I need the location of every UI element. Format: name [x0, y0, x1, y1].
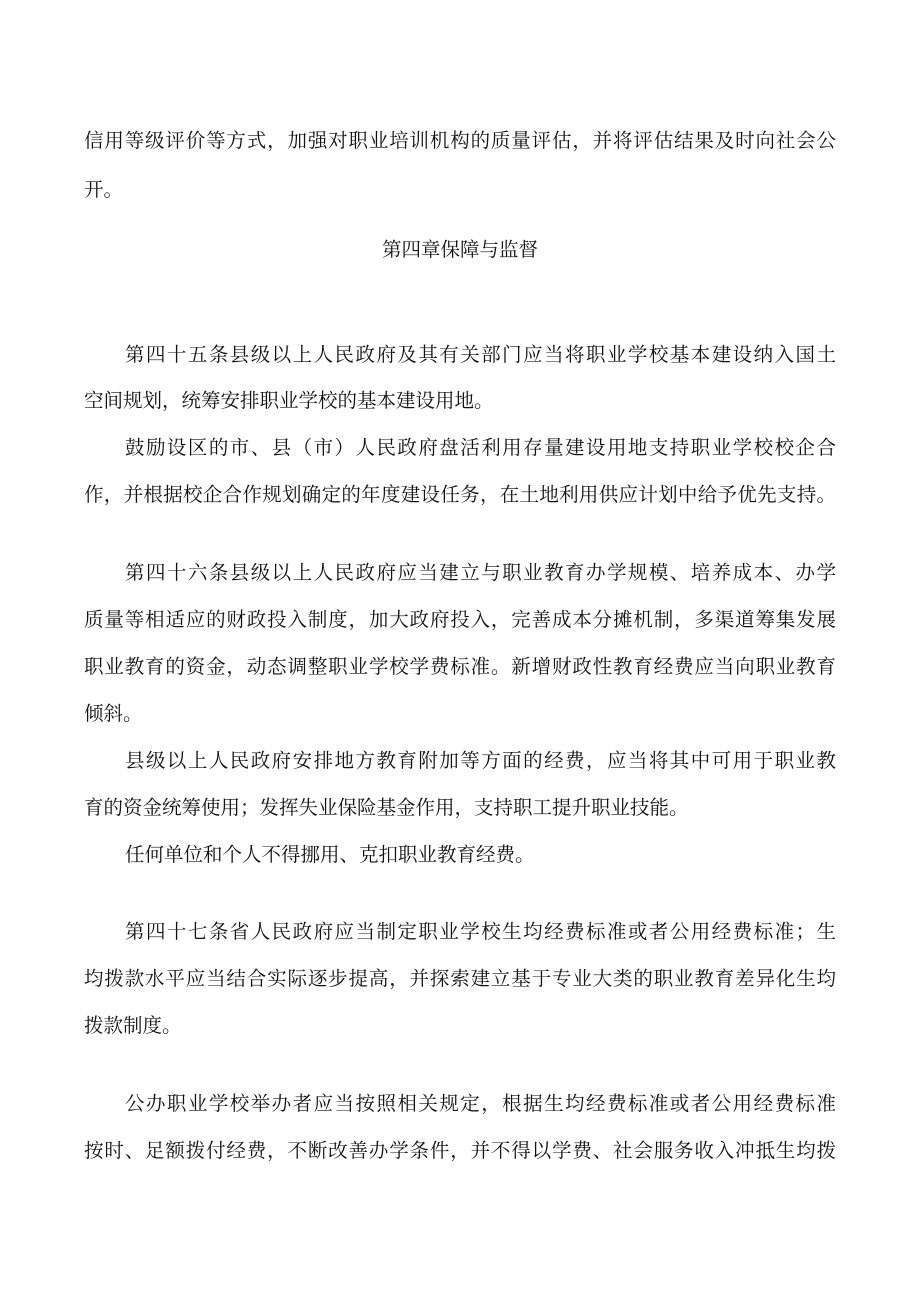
article-46-line: 质量等相适应的财政投入制度，加大政府投入，完善成本分摊机制，多渠道筹集发展 [84, 608, 836, 631]
article-47-line: 第四十七条省人民政府应当制定职业学校生均经费标准或者公用经费标准；生 [125, 920, 836, 943]
article-47-line: 按时、足额拨付经费，不断改善办学条件，并不得以学费、社会服务收入冲抵生均拨 [84, 1139, 836, 1162]
article-47-line: 公办职业学校举办者应当按照相关规定，根据生均经费标准或者公用经费标准 [125, 1092, 836, 1115]
article-46-line: 第四十六条县级以上人民政府应当建立与职业教育办学规模、培养成本、办学 [125, 561, 836, 584]
article-46-line: 职业教育的资金，动态调整职业学校学费标准。新增财政性教育经费应当向职业教育 [84, 655, 836, 678]
article-46-line: 倾斜。 [84, 702, 143, 725]
text-line: 开。 [84, 178, 124, 201]
article-47-line: 拨款制度。 [84, 1014, 182, 1037]
article-46-line: 育的资金统筹使用；发挥失业保险基金作用，支持职工提升职业技能。 [84, 796, 689, 819]
article-45-line: 鼓励设区的市、县（市）人民政府盘活利用存量建设用地支持职业学校校企合 [125, 436, 836, 459]
article-45-line: 作，并根据校企合作规划确定的年度建设任务，在土地利用供应计划中给予优先支持。 [84, 483, 836, 506]
chapter-title: 第四章保障与监督 [381, 238, 538, 261]
article-45-line: 空间规划，统筹安排职业学校的基本建设用地。 [84, 389, 494, 412]
article-47-line: 均拨款水平应当结合实际逐步提高，并探索建立基于专业大类的职业教育差异化生均 [84, 967, 836, 990]
article-45-line: 第四十五条县级以上人民政府及其有关部门应当将职业学校基本建设纳入国土 [125, 343, 836, 366]
text-line: 信用等级评价等方式，加强对职业培训机构的质量评估，并将评估结果及时向社会公 [84, 129, 836, 152]
article-46-line: 任何单位和个人不得挪用、克扣职业教育经费。 [125, 843, 535, 866]
article-46-line: 县级以上人民政府安排地方教育附加等方面的经费，应当将其中可用于职业教 [125, 749, 836, 772]
